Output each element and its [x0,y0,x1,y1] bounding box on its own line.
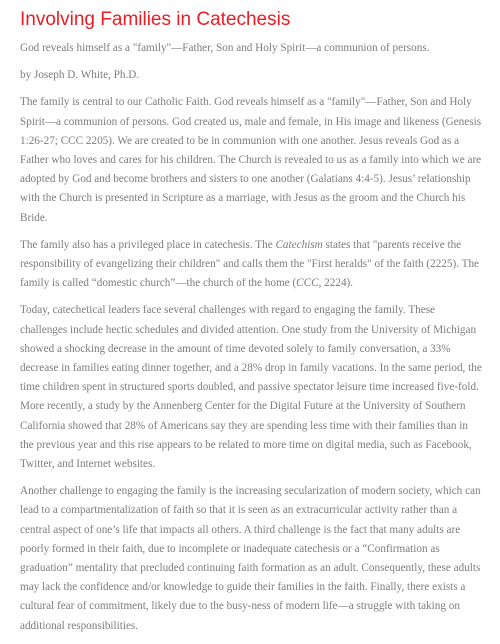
article-summary: God reveals himself as a "family"—Father, Son and Holy Spirit—a communion of persons. [20,42,430,54]
article [20,8,484,644]
paragraph-2-text-c: , 2224). [318,277,354,290]
paragraph-4: Another challenge to engaging the family is the increasing secularization of modern society, which can lead to a compartmentalization of faith so that it is seen as an extracurricular activity rather than a central aspect of one’s life that impacts all others. A third challenge is the fact that many adults are poorly formed in their faith, due to incomplete or inadequate catechesis or a “Confirmation as graduation” mentality that precluded continuing faith formation as an adult. Consequently, these adults may lack the confidence and/or knowledge to guide their families in the faith. Finally, there exists a cultural fear of commitment, likely due to the busy-ness of modern life—a struggle with taking on additional responsibilities. [20,485,481,632]
article-byline: by Joseph D. White, Ph.D. [20,69,140,82]
ccc-italic: CCC [296,277,319,290]
article-title: Involving Families in Catechesis [20,9,291,30]
paragraph-2 [20,236,484,294]
paragraph-2-text-a: The family also has a privileged place in catechesis. The [20,238,276,251]
paragraph-1: The family is central to our Catholic Faith. God reveals himself as a "family"—Father, Son and Holy Spirit—a communion of persons. God created us, male and female, in His image and likeness (Genesis 1:26-27; CCC 2205). We are created to be in communion with one another. Jesus reveals God as a Father who loves and cares for his children. The Church is revealed to us as a family into which we are adopted by God and become brothers and sisters to one another (Galatians 4:4-5). Jesus’ relationship with the Church is presented in Scripture as a marriage, with Jesus as the groom and the Church his Bride. [20,96,482,224]
catechism-italic: Catechism [275,238,323,251]
paragraph-3: Today, catechetical leaders face several challenges with regard to engaging the family. These challenges include hectic schedules and divided attention. One study from the University of Michigan showed a shocking decrease in the amount of time devoted solely to family conversation, a 33% decrease in families eating dinner together, and a 28% drop in family vacations. In the same period, the time children spent in structured sports doubled, and passive spectator leisure time increased five-fold. More recently, a study by the Annenberg Center for the Digital Future at the University of Southern California showed that 28% of Americans say they are spending less time with their families than in the previous year and this rise appears to be related to more time on digital media, such as Facebook, Twitter, and Internet websites. [20,304,482,471]
paragraph-2-text-b: states that "parents receive the responsibility of evangelizing their children" and calls them the "First heralds" of the faith (2225). The family is called “domestic church”—the church of the home ( [20,238,480,290]
